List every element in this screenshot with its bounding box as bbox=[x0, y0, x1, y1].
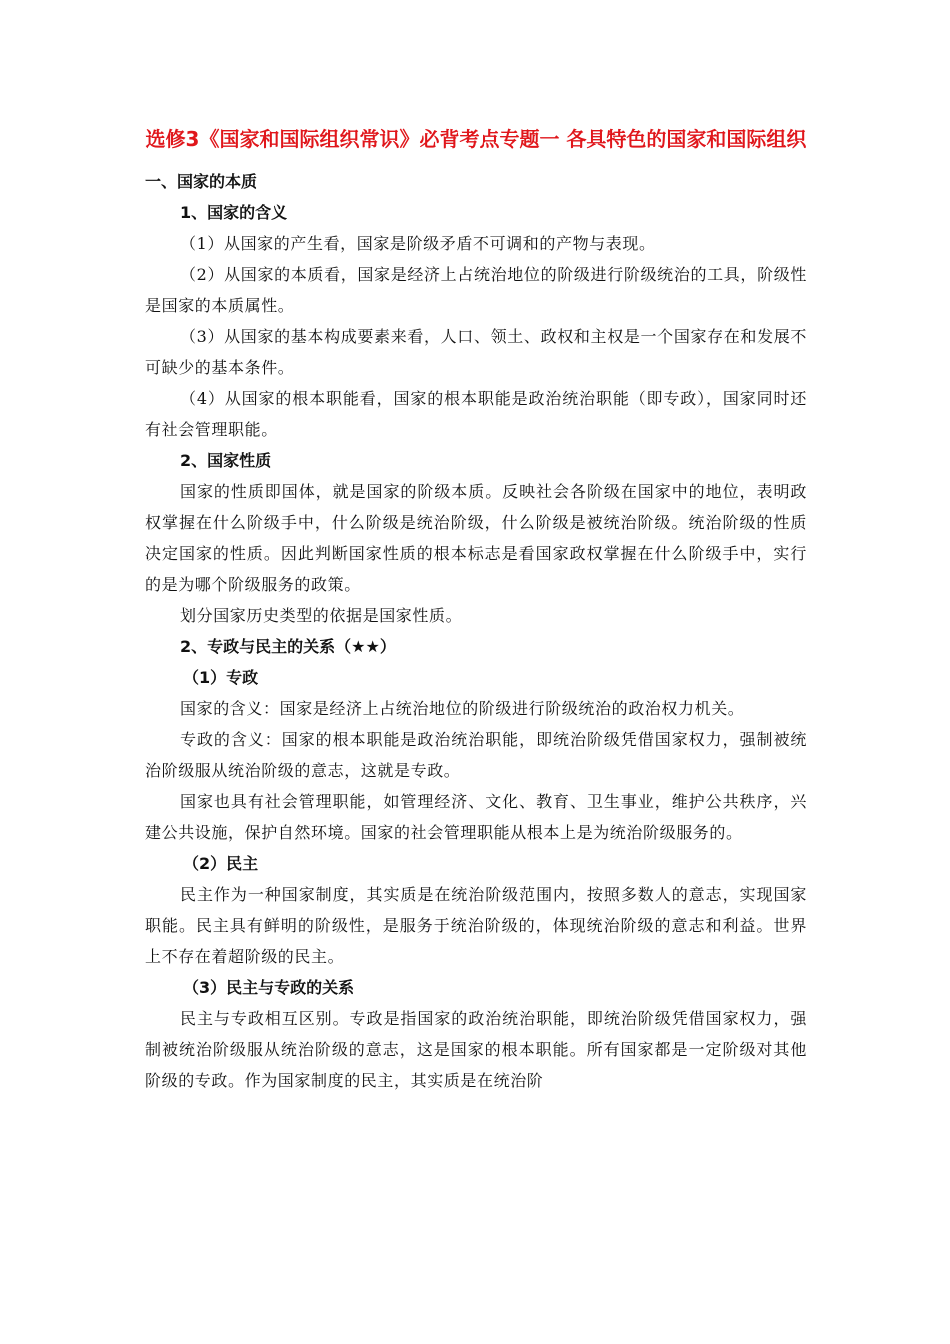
paragraph: 民主与专政相互区别。专政是指国家的政治统治职能，即统治阶级凭借国家权力，强制被统治阶级服从统治阶级的意志，这是国家的根本职能。所有国家都是一定阶级对其他阶级的专政。作为国家制度的民主，其实质是在统治阶 bbox=[145, 1009, 807, 1090]
paragraph: 专政的含义：国家的根本职能是政治统治职能，即统治阶级凭借国家权力，强制被统治阶级服从统治阶级的意志，这就是专政。 bbox=[145, 730, 807, 780]
document-title: 选修3《国家和国际组织常识》必背考点专题一 各具特色的国家和国际组织 bbox=[145, 127, 807, 151]
paragraph: 民主作为一种国家制度，其实质是在统治阶级范围内，按照多数人的意志，实现国家职能。民主具有鲜明的阶级性，是服务于统治阶级的，体现统治阶级的意志和利益。世界上不存在着超阶级的民主。 bbox=[145, 885, 807, 966]
paragraph: 国家也具有社会管理职能，如管理经济、文化、教育、卫生事业，维护公共秩序，兴建公共设施，保护自然环境。国家的社会管理职能从根本上是为统治阶级服务的。 bbox=[145, 792, 807, 842]
paragraph: （4）从国家的根本职能看，国家的根本职能是政治统治职能（即专政），国家同时还有社会管理职能。 bbox=[145, 389, 807, 439]
paragraph: 国家的性质即国体，就是国家的阶级本质。反映社会各阶级在国家中的地位，表明政权掌握在什么阶级手中，什么阶级是统治阶级，什么阶级是被统治阶级。统治阶级的性质决定国家的性质。因此判断国家性质的根本标志是看国家政权掌握在什么阶级手中，实行的是为哪个阶级服务的政策。 bbox=[145, 482, 807, 594]
paragraph: （1）从国家的产生看，国家是阶级矛盾不可调和的产物与表现。 bbox=[180, 234, 656, 253]
sub-subsection-heading: （2）民主 bbox=[183, 854, 259, 873]
document-content bbox=[145, 124, 807, 1096]
paragraph: （2）从国家的本质看，国家是经济上占统治地位的阶级进行阶级统治的工具，阶级性是国家的本质属性。 bbox=[145, 265, 807, 315]
subsection-heading: 1、国家的含义 bbox=[180, 203, 288, 222]
section-heading: 一、国家的本质 bbox=[145, 172, 258, 191]
sub-subsection-heading: （1）专政 bbox=[183, 668, 259, 687]
sub-subsection-heading: （3）民主与专政的关系 bbox=[183, 978, 355, 997]
paragraph: 国家的含义：国家是经济上占统治地位的阶级进行阶级统治的政治权力机关。 bbox=[180, 699, 745, 718]
paragraph: （3）从国家的基本构成要素来看，人口、领土、政权和主权是一个国家存在和发展不可缺少的基本条件。 bbox=[145, 327, 807, 377]
subsection-heading: 2、专政与民主的关系（★★） bbox=[180, 637, 396, 656]
subsection-heading: 2、国家性质 bbox=[180, 451, 272, 470]
paragraph: 划分国家历史类型的依据是国家性质。 bbox=[180, 606, 463, 625]
